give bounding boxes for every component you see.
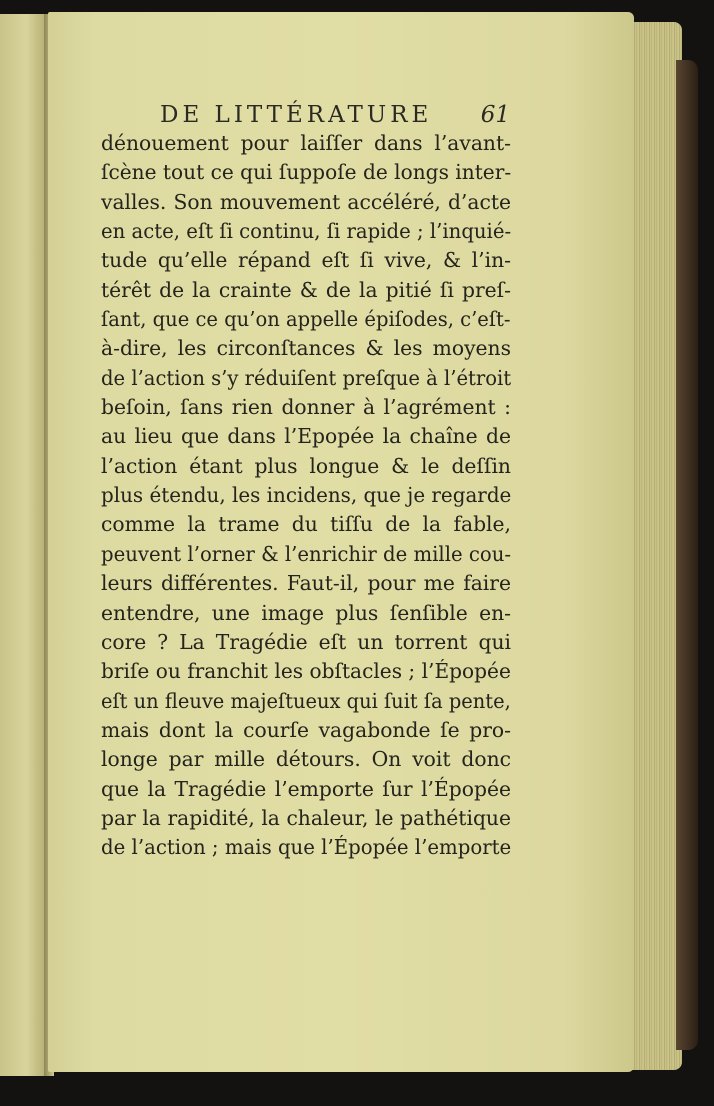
book-cover-edge	[676, 60, 698, 1050]
page-edges	[630, 22, 682, 1070]
text-line: core ? La Tragédie eſt un torrent qui	[101, 629, 511, 654]
page-number: 61	[480, 102, 510, 128]
text-line: longe par mille détours. On voit donc	[101, 747, 511, 772]
running-header	[160, 102, 510, 132]
text-line: ſant, que ce qu’on appelle épiſodes, c’eſt-	[101, 307, 511, 332]
facing-page-edge	[0, 14, 46, 1076]
text-line: leurs différentes. Faut-il, pour me faire	[101, 571, 511, 596]
running-title: DE LITTÉRATURE	[160, 102, 433, 128]
text-line: que la Tragédie l’emporte ſur l’Épopée	[101, 776, 511, 801]
text-line: à-dire, les circonſtances & les moyens	[101, 336, 511, 361]
body-text	[101, 129, 511, 863]
text-line: l’action étant plus longue & le deſſin	[101, 453, 511, 478]
text-line: par la rapidité, la chaleur, le pathétique	[101, 805, 511, 830]
text-line: dénouement pour laiſſer dans l’avant-	[101, 131, 511, 155]
text-line: ſcène tout ce qui ſuppoſe de longs inter-	[101, 160, 512, 185]
text-line: mais dont la courſe vagabonde ſe pro-	[101, 717, 511, 742]
text-line: plus étendu, les incidens, que je regarde	[101, 483, 512, 508]
text-line: comme la trame du tiſſu de la fable,	[101, 512, 511, 537]
text-line: térêt de la crainte & de la pitié ſi preſ-	[101, 277, 511, 302]
text-line: de l’action s’y réduiſent preſque à l’étroit	[101, 365, 512, 390]
text-line: briſe ou franchit les obſtacles ; l’Épopée	[101, 659, 511, 684]
text-line: valles. Son mouvement accéléré, d’acte	[101, 189, 511, 214]
text-line: au lieu que dans l’Epopée la chaîne de	[101, 424, 511, 449]
text-line: en acte, eſt ſi continu, ſi rapide ; l’inquié-	[101, 219, 512, 244]
text-line: peuvent l’orner & l’enrichir de mille cou-	[101, 541, 512, 566]
text-line: eſt un fleuve majeſtueux qui ſuit ſa pente,	[101, 688, 511, 713]
text-line: entendre, une image plus ſenſible en-	[101, 600, 511, 625]
text-line: beſoin, ſans rien donner à l’agrément :	[101, 395, 511, 420]
text-line: de l’action ; mais que l’Épopée l’emporte	[101, 835, 512, 860]
text-line: tude qu’elle répand eſt ſi vive, & l’in-	[101, 248, 511, 273]
